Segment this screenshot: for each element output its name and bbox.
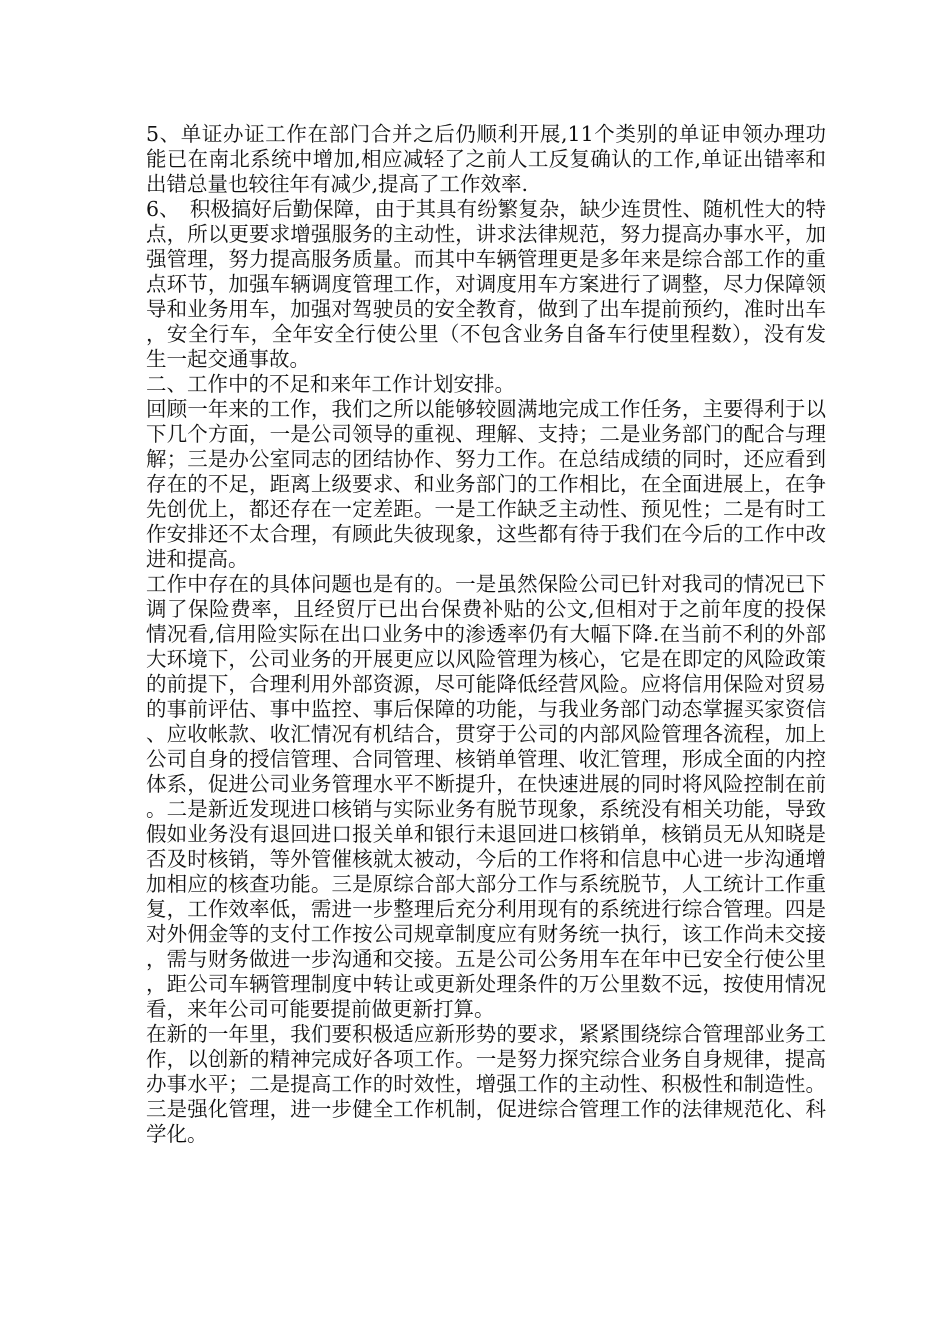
paragraph-specific-problems: 工作中存在的具体问题也是有的。一是虽然保险公司已针对我司的情况已下调了保险费率，且经贸厅已出台保费补贴的公文,但相对于之前年度的投保情况看,信用险实际在出口业务中的渗透率仍有大幅下降.在当前不利的外部大环境下，公司业务的开展更应以风险管理为核心，它是在即定的风险政策的前提下，合理利用外部资源，尽可能降低经营风险。应将信用保险对贸易的事前评估、事中监控、事后保障的功能，与我业务部门动态掌握买家资信、应收帐款、收汇情况有机结合，贯穿于公司的内部风险管理各流程，加上公司自身的授信管理、合同管理、核销单管理、收汇管理，形成全面的内控体系，促进公司业务管理水平不断提升，在快速进展的同时将风险控制在前。二是新近发现进口核销与实际业务有脱节现象，系统没有相关功能，导致假如业务没有退回进口报关单和银行未退回进口核销单，核销员无从知晓是否及时核销，等外管催核就太被动，今后的工作将和信息中心进一步沟通增加相应的核查功能。三是原综合部大部分工作与系统脱节，人工统计工作重复，工作效率低，需进一步整理后充分利用现有的系统进行综合管理。四是对外佣金等的支付工作按公司规章制度应有财务统一执行，该工作尚未交接，需与财务做进一步沟通和交接。五是公司公务用车在年中已安全行使公里，距公司车辆管理制度中转让或更新处理条件的万公里数不远，按使用情况看，来年公司可能要提前做更新打算。 [146, 572, 826, 1021]
section-heading-shortcomings-plan: 二、工作中的不足和来年工作计划安排。 [146, 372, 515, 396]
paragraph-item-6-logistics: 6、 积极搞好后勤保障，由于其具有纷繁复杂，缺少连贯性、随机性大的特点，所以更要求增强服务的主动性，讲求法律规范，努力提高办事水平，加强管理，努力提高服务质量。而其中车辆管理更是多年来是综合部工作的重点环节，加强车辆调度管理工作，对调度用车方案进行了调整，尽力保障领导和业务用车，加强对驾驶员的安全教育，做到了出车提前预约，准时出车，安全行车，全年安全行使公里（不包含业务自备车行使里程数），没有发生一起交通事故。 [146, 197, 826, 371]
document-body [146, 122, 826, 1147]
paragraph-item-5-certificates: 5、单证办证工作在部门合并之后仍顺利开展,11个类别的单证申领办理功能已在南北系统中增加,相应减轻了之前人工反复确认的工作,单证出错率和出错总量也较往年有减少,提高了工作效率. [146, 122, 826, 196]
paragraph-new-year-plan: 在新的一年里，我们要积极适应新形势的要求，紧紧围绕综合管理部业务工作，以创新的精神完成好各项工作。一是努力探究综合业务自身规律，提高办事水平；二是提高工作的时效性，增强工作的主动性、积极性和制造性。三是强化管理，进一步健全工作机制，促进综合管理工作的法律规范化、科学化。 [146, 1022, 826, 1146]
paragraph-review: 回顾一年来的工作，我们之所以能够较圆满地完成工作任务，主要得利于以下几个方面，一是公司领导的重视、理解、支持；二是业务部门的配合与理解；三是办公室同志的团结协作、努力工作。在总结成绩的同时，还应看到存在的不足，距离上级要求、和业务部门的工作相比，在全面进展上，在争先创优上，都还存在一定差距。一是工作缺乏主动性、预见性；二是有时工作安排还不太合理，有顾此失彼现象，这些都有待于我们在今后的工作中改进和提高。 [146, 397, 826, 571]
